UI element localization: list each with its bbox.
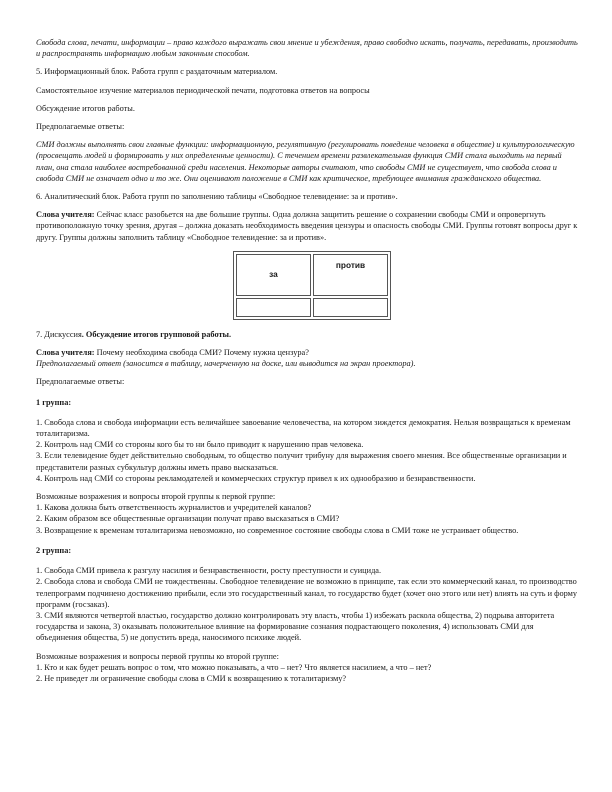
group1-point: 4. Контроль над СМИ со стороны рекламодателей и коммерческих структур привел к их однообразию и безнравственности.	[36, 473, 476, 483]
tv-pros-cons-table-wrap	[233, 251, 580, 320]
document-page	[36, 37, 580, 684]
group1-point: 1. Свобода слова и свобода информации есть величайшее завоевание человечества, на котором зиждется демократия. Нельзя возвращаться к временам тоталитаризма.	[36, 417, 571, 439]
group2-points	[36, 565, 580, 643]
block5-expected-answer: СМИ должны выполнять свои главные функции: информационную, регулятивную (регулировать поведение человека в обществе) и культурологическую (просвещать людей и формировать у них определенные ценности). С течением времени развлекательная функция СМИ стала выходить на первый план, она стала наиболее востребованной среди населения. Некоторые авторы считают, что свободы СМИ не существует, что свобода слова и свобода СМИ не означает одно и то же. Они оценивают положение в СМИ как критическое, требующее внимания гражданского общества.	[36, 140, 575, 183]
block5-task: Самостоятельное изучение материалов периодической печати, подготовка ответов на вопросы	[36, 85, 370, 95]
group2-objections	[36, 662, 580, 684]
group1-objection: 1. Какова должна быть ответственность журналистов и учредителей каналов?	[36, 503, 312, 513]
table-cell-empty	[313, 298, 388, 317]
block7-heading	[36, 329, 580, 340]
intro-definition: Свобода слова, печати, информации – право каждого выражать свои мнение и убеждения, право свободно искать, получать, передавать, производить и распространять информацию любым законным способом.	[36, 38, 578, 59]
teacher-label: Слова учителя:	[36, 348, 95, 358]
group1-objection: 3. Возвращение к временам тоталитаризма невозможно, но современное состояние свободы слова в СМИ тоже не устраивает общество.	[36, 525, 519, 535]
teacher-text: Сейчас класс разобьется на две большие группы. Одна должна защитить решение о сохранении свободы СМИ и опровергнуть противоположную точку зрения, другая – должна доказать необходимость введения цензуры и опасность свободы СМИ. Группы готовят вопросы друг к другу. Группы должны заполнить таблицу «Свободное телевидение: за и против».	[36, 210, 578, 242]
group1-points	[36, 417, 580, 484]
table-col-for: за	[236, 254, 311, 296]
block5-expected-label: Предполагаемые ответы:	[36, 122, 125, 132]
group2-title: 2 группа:	[36, 545, 72, 555]
block5-discussion: Обсуждение итогов работы.	[36, 103, 135, 113]
group1-title: 1 группа:	[36, 397, 72, 407]
block5-heading: 5. Информационный блок. Работа групп с раздаточным материалом.	[36, 67, 278, 77]
teacher-text: Почему необходима свобода СМИ? Почему нужна цензура?	[94, 348, 309, 358]
block7-expected-note: Предполагаемый ответ (заносится в таблицу, начерченную на доске, или выводится на экран проектора).	[36, 359, 416, 369]
table-cell-empty	[236, 298, 311, 317]
block7-expected-label: Предполагаемые ответы:	[36, 377, 125, 387]
group2-objection: 1. Кто и как будет решать вопрос о том, что можно показывать, а что – нет? Что является насилием, а что – нет?	[36, 662, 432, 672]
group1-objection: 2. Каким образом все общественные организации получат право высказаться в СМИ?	[36, 514, 340, 524]
group2-point: 1. Свобода СМИ привела к разгулу насилия и безнравственности, росту преступности и суицида.	[36, 566, 382, 576]
group1-objections-label: Возможные возражения и вопросы второй группы к первой группе:	[36, 492, 276, 502]
block7-teacher-paragraph	[36, 347, 580, 358]
block7-heading-num: 7. Дискуссия	[36, 329, 82, 339]
group1-objections	[36, 502, 580, 536]
block6-teacher-paragraph	[36, 209, 580, 243]
table-col-against: против	[313, 254, 388, 296]
group2-objections-label: Возможные возражения и вопросы первой группы ко второй группе:	[36, 651, 279, 661]
group2-objection: 2. Не приведет ли ограничение свободы слова в СМИ к возвращению к тоталитаризму?	[36, 673, 347, 683]
block7-heading-rest: . Обсуждение итогов групповой работы.	[81, 329, 232, 339]
group1-point: 3. Если телевидение будет действительно свободным, то общество получит трибуну для выражения своего мнения. Все общественные организации и представители разных субкультур должны иметь право высказаться.	[36, 451, 567, 472]
teacher-label: Слова учителя:	[36, 210, 95, 220]
group1-point: 2. Контроль над СМИ со стороны кого бы то ни было приводит к нарушению прав человека.	[36, 440, 364, 450]
group2-point: 2. Свобода слова и свобода СМИ не тождественны. Свободное телевидение не возможно в принципе, так если это коммерческий канал, то производство телепрограмм подчинено достижению прибыли, если это государственный канал, то государство будет (хочет оно этого или нет) влиять на суть и форму программ (госзаказ).	[36, 577, 578, 609]
tv-pros-cons-table	[233, 251, 391, 320]
group2-point: 3. СМИ являются четвертой властью, государство должно контролировать эту власть, чтобы 1) избежать раскола общества, 2) подрыва авторитета государства и закона, 3) оказывать положительное влияние на формирование сознания подрастающего поколения, 4) использовать СМИ для объединения общества, 5) не допустить вреда, наносимого психике людей.	[36, 610, 555, 643]
block6-heading: 6. Аналитический блок. Работа групп по заполнению таблицы «Свободное телевидение: за и против».	[36, 192, 398, 202]
